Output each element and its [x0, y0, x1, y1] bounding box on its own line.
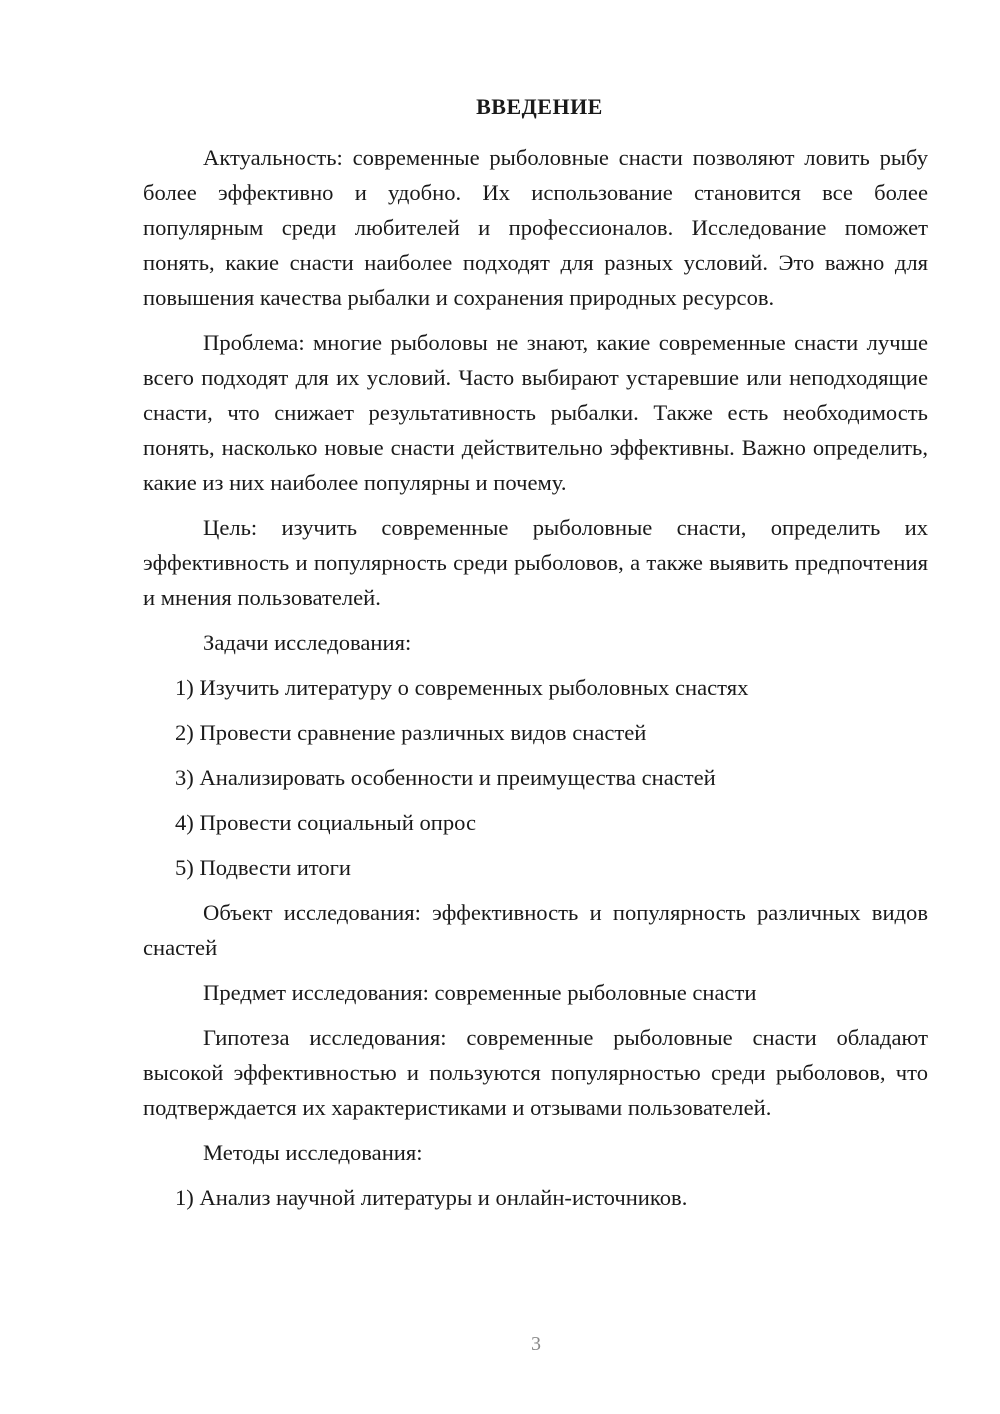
task-item-1: 1) Изучить литературу о современных рыболовных снастях — [175, 675, 749, 700]
methods-title: Методы исследования: — [203, 1140, 423, 1165]
hypothesis-paragraph: Гипотеза исследования: современные рыболовные снасти обладают высокой эффективностью и пользуются популярностью среди рыболовов, что подтверждается их характеристиками и отзывами пользователей. — [143, 1025, 928, 1120]
task-item-2: 2) Провести сравнение различных видов снастей — [175, 720, 647, 745]
method-item-1: 1) Анализ научной литературы и онлайн-источников. — [175, 1185, 688, 1210]
object-paragraph: Объект исследования: эффективность и популярность различных видов снастей — [143, 900, 928, 960]
goal-paragraph: Цель: изучить современные рыболовные снасти, определить их эффективность и популярность среди рыболовов, а также выявить предпочтения и мнения пользователей. — [143, 515, 928, 610]
document-page — [143, 92, 928, 1225]
tasks-title: Задачи исследования: — [203, 630, 412, 655]
problem-paragraph: Проблема: многие рыболовы не знают, какие современные снасти лучше всего подходят для их условий. Часто выбирают устаревшие или неподходящие снасти, что снижает результативность рыбалки. Также есть необходимость понять, насколько новые снасти действительно эффективны. Важно определить, какие из них наиболее популярны и почему. — [143, 330, 928, 495]
task-item-3: 3) Анализировать особенности и преимущества снастей — [175, 765, 716, 790]
task-item-5: 5) Подвести итоги — [175, 855, 352, 880]
section-heading: ВВЕДЕНИЕ — [476, 94, 603, 119]
page-number: 3 — [531, 1333, 541, 1355]
task-item-4: 4) Провести социальный опрос — [175, 810, 477, 835]
subject-paragraph: Предмет исследования: современные рыболовные снасти — [203, 980, 757, 1005]
relevance-paragraph: Актуальность: современные рыболовные снасти позволяют ловить рыбу более эффективно и удобно. Их использование становится все более популярным среди любителей и профессионалов. Исследование поможет понять, какие снасти наиболее подходят для разных условий. Это важно для повышения качества рыбалки и сохранения природных ресурсов. — [143, 145, 928, 310]
